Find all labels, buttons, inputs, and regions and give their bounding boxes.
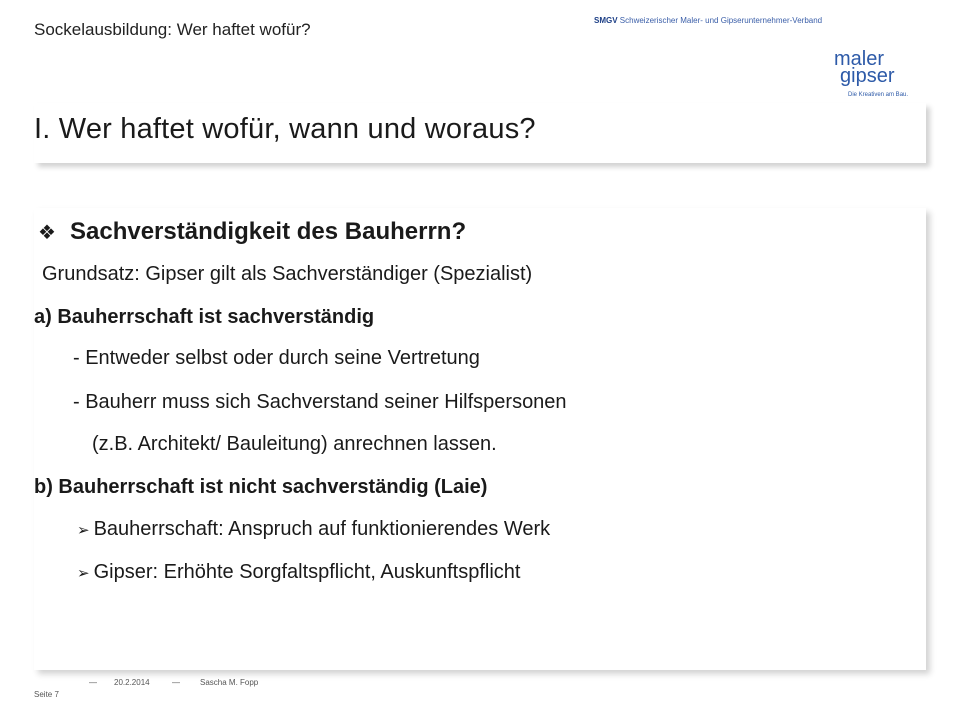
- bullet-heading: [38, 218, 466, 246]
- case-b-point-1: [77, 518, 550, 541]
- logo-word-maler: maler: [834, 48, 885, 70]
- arrow-bullet-icon: ➢: [77, 522, 90, 539]
- logo-word-gipser: gipser: [840, 65, 895, 87]
- footer-date: 20.2.2014: [114, 678, 150, 687]
- organization-prefix: SMGV: [594, 16, 618, 25]
- diamond-bullet-icon: ❖: [38, 222, 56, 244]
- logo-tagline: Die Kreativen am Bau.: [848, 92, 909, 98]
- slide-title: I. Wer haftet wofür, wann und woraus?: [34, 113, 536, 145]
- page-number: Seite 7: [34, 690, 59, 699]
- case-a-point-2: - Bauherr muss sich Sachverstand seiner Hilfspersonen: [73, 391, 567, 413]
- case-a-point-1: - Entweder selbst oder durch seine Vertretung: [73, 347, 480, 369]
- footer-separator: —: [172, 678, 180, 687]
- case-a-label: a) Bauherrschaft ist sachverständig: [34, 306, 375, 328]
- case-b-point-2: [77, 561, 520, 584]
- slide-topic: Sockelausbildung: Wer haftet wofür?: [34, 20, 311, 39]
- case-b-point-2-text: Gipser: Erhöhte Sorgfaltspflicht, Auskunftspflicht: [93, 561, 521, 583]
- case-b-point-1-text: Bauherrschaft: Anspruch auf funktionierendes Werk: [93, 518, 551, 540]
- principle-text: Grundsatz: Gipser gilt als Sachverständiger (Spezialist): [42, 263, 533, 285]
- organization-name: [594, 16, 822, 25]
- case-a-point-3: (z.B. Architekt/ Bauleitung) anrechnen lassen.: [92, 433, 497, 455]
- organization-fullname: Schweizerischer Maler- und Gipserunternehmer-Verband: [619, 16, 823, 25]
- footer-author: Sascha M. Fopp: [200, 678, 259, 687]
- case-b-label: b) Bauherrschaft ist nicht sachverständig (Laie): [34, 476, 488, 498]
- footer-separator: —: [89, 678, 97, 687]
- bullet-heading-text: Sachverständigkeit des Bauherrn?: [70, 218, 467, 245]
- arrow-bullet-icon: ➢: [77, 565, 90, 582]
- maler-gipser-logo: [826, 46, 936, 102]
